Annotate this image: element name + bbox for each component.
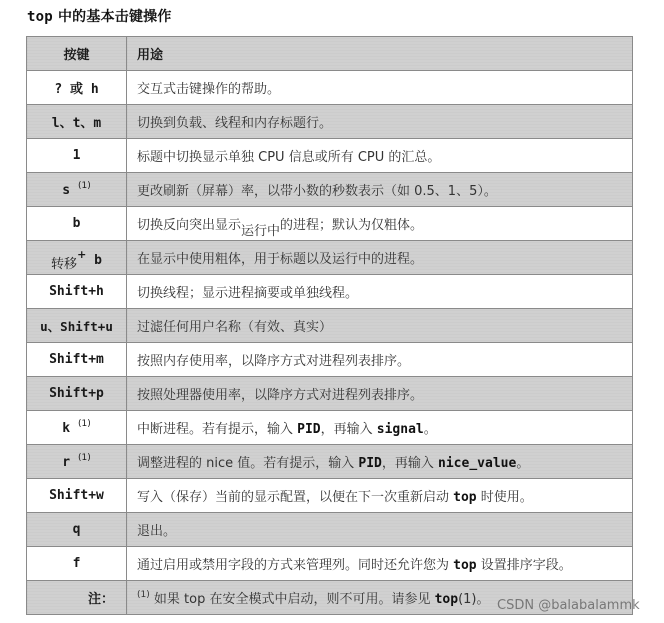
desc-text: 通过启用或禁用字段的方式来管理列。同时还允许您为	[137, 558, 454, 573]
desc-text: 设置排序字段。	[476, 558, 572, 573]
table-row	[27, 445, 633, 479]
header-usage: 用途	[127, 37, 633, 71]
desc-cell: 按照内存使用率，以降序方式对进程列表排序。	[127, 343, 633, 377]
footnote-marker: (1)	[137, 590, 150, 600]
table-row	[27, 105, 633, 139]
desc-text: 中断进程。若有提示，输入	[137, 422, 298, 437]
desc-code: top	[453, 490, 477, 505]
key-cell	[27, 343, 127, 377]
footnote-marker: (1)	[77, 419, 91, 429]
key-cell	[27, 241, 127, 275]
desc-text: 写入（保存）当前的显示配置，以便在下一次重新启动	[137, 490, 454, 505]
key-label: b	[72, 216, 81, 231]
title-text: 中的基本击键操作	[52, 9, 172, 25]
table-row	[27, 71, 633, 105]
desc-cell	[127, 207, 633, 241]
key-cell	[27, 105, 127, 139]
note-code: top	[434, 592, 459, 607]
desc-code: PID	[297, 422, 321, 437]
key-label: Shift+w	[49, 488, 104, 503]
key-prefix: 转移	[51, 256, 78, 272]
desc-code: signal	[376, 422, 424, 437]
key-cell	[27, 309, 127, 343]
table-row	[27, 241, 633, 275]
footnote-marker: (1)	[77, 181, 91, 191]
key-label: b	[94, 252, 102, 268]
key-cell	[27, 479, 127, 513]
key-cell	[27, 207, 127, 241]
desc-text: 的进程；默认为仅粗体。	[280, 218, 424, 233]
table-row	[27, 479, 633, 513]
desc-code: top	[453, 558, 477, 573]
desc-code: PID	[358, 456, 382, 471]
desc-cell	[127, 445, 633, 479]
desc-cell: 按照处理器使用率，以降序方式对进程列表排序。	[127, 377, 633, 411]
key-label: Shift+m	[49, 352, 104, 367]
table-row	[27, 547, 633, 581]
key-label: q	[72, 522, 81, 537]
table-row	[27, 207, 633, 241]
table-row	[27, 173, 633, 207]
keystroke-table	[26, 36, 633, 615]
table-row	[27, 377, 633, 411]
footnote-marker: (1)	[77, 453, 91, 463]
desc-cell: 交互式击键操作的帮助。	[127, 71, 633, 105]
desc-cell: 切换到负载、线程和内存标题行。	[127, 105, 633, 139]
note-text: 如果 top 在安全模式中启动，则不可用。请参见	[149, 592, 435, 607]
desc-subscript: 运行中	[241, 224, 281, 239]
desc-cell: 更改刷新（屏幕）率，以带小数的秒数表示（如 0.5、1、5）。	[127, 173, 633, 207]
plus-marker: +	[77, 247, 87, 261]
desc-text: 调整进程的 nice 值。若有提示，输入	[137, 456, 359, 471]
key-cell	[27, 411, 127, 445]
key-label: 1	[72, 148, 81, 163]
key-label: Shift+p	[49, 386, 104, 401]
table-row	[27, 411, 633, 445]
desc-cell	[127, 479, 633, 513]
page-title	[27, 6, 172, 26]
table-row	[27, 513, 633, 547]
desc-cell	[127, 547, 633, 581]
key-cell	[27, 377, 127, 411]
key-label: s	[62, 183, 71, 198]
desc-text: 时使用。	[476, 490, 533, 505]
table-row	[27, 139, 633, 173]
desc-cell	[127, 411, 633, 445]
key-label: k	[62, 421, 71, 436]
key-label: ? 或 h	[54, 82, 99, 97]
desc-text: ，再输入	[320, 422, 377, 437]
key-cell	[27, 71, 127, 105]
key-label: r	[62, 455, 71, 470]
title-command: top	[27, 9, 53, 25]
desc-text: 切换反向突出显示	[137, 218, 242, 233]
key-cell	[27, 445, 127, 479]
table-header-row	[27, 37, 633, 71]
key-label: l、t、m	[51, 116, 102, 131]
note-text: (1)。	[458, 592, 490, 607]
table-row	[27, 309, 633, 343]
key-label: Shift+h	[49, 284, 104, 299]
header-key: 按键	[27, 37, 127, 71]
desc-cell: 标题中切换显示单独 CPU 信息或所有 CPU 的汇总。	[127, 139, 633, 173]
note-label: 注：	[27, 581, 127, 615]
watermark: CSDN @balabalammk	[497, 598, 640, 613]
table-row	[27, 343, 633, 377]
key-cell	[27, 547, 127, 581]
key-label: u、Shift+u	[40, 318, 113, 334]
key-cell	[27, 513, 127, 547]
desc-cell: 切换线程；显示进程摘要或单独线程。	[127, 275, 633, 309]
desc-code: nice_value	[438, 456, 517, 471]
desc-cell: 退出。	[127, 513, 633, 547]
key-cell	[27, 275, 127, 309]
desc-cell: 在显示中使用粗体，用于标题以及运行中的进程。	[127, 241, 633, 275]
desc-text: ，再输入	[381, 456, 439, 471]
key-label: f	[72, 556, 81, 571]
key-cell	[27, 139, 127, 173]
desc-cell: 过滤任何用户名称（有效、真实）	[127, 309, 633, 343]
desc-text: 。	[516, 456, 530, 471]
table-row	[27, 275, 633, 309]
key-cell	[27, 173, 127, 207]
desc-text: 。	[423, 422, 437, 437]
